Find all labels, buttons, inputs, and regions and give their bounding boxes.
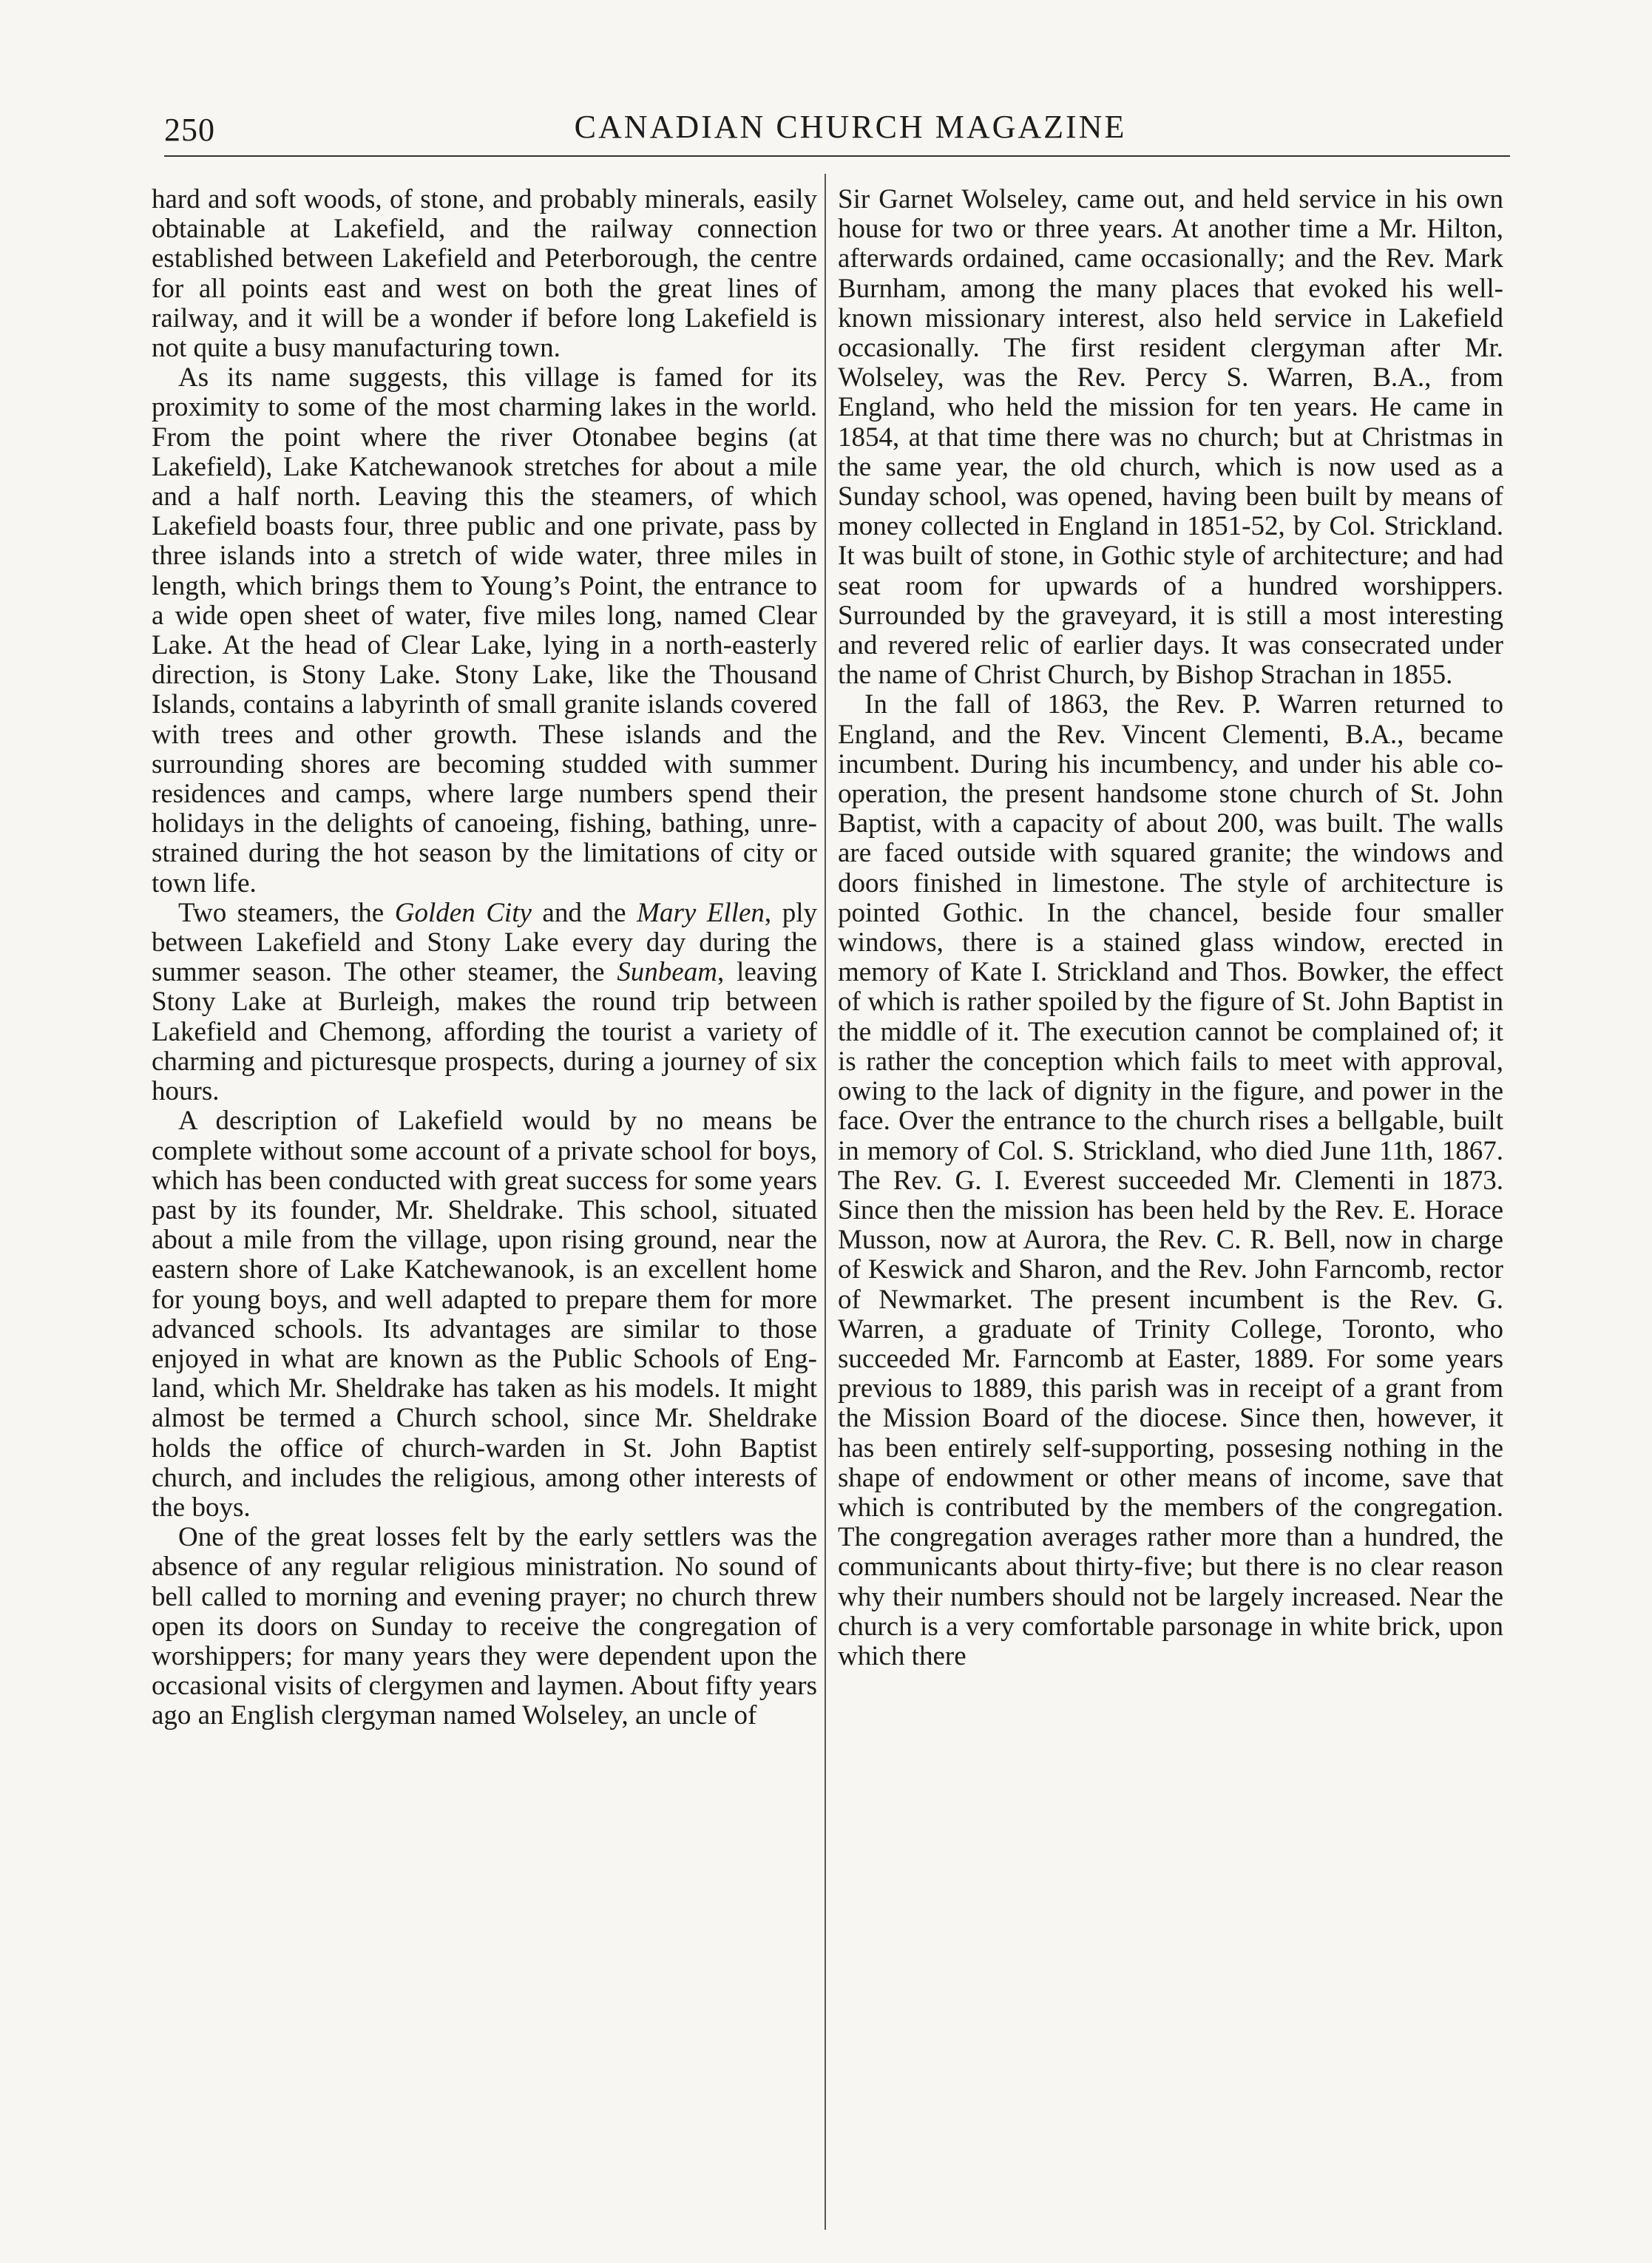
column-divider — [825, 174, 826, 2230]
steamer-name: Sunbeam — [617, 957, 717, 988]
paragraph: Sir Garnet Wolseley, came out, and held service in his own house for two or three years. At another time a Mr. Hilton, afterwards ordained, came occasionally; and the Rev. Mark Burnham, among the many places that evoked his well-known missionary interest, also held service in Lakefield occasionally. The first resident clergyman after Mr. Wolseley, was the Rev. Percy S. Warren, B.A., from England, who held the mission for ten years. He came in 1854, at that time there was no church; but at Christmas in the same year, the old church, which is now used as a Sunday school, was opened, having been built by means of money collected in England in 1851-52, by Col. Strickland. It was built of stone, in Gothic style of architecture; and had seat room for upwards of a hundred worshippers. Surrounded by the graveyard, it is still a most interesting and revered relic of earlier days. It was consecrated under the name of Christ Church, by Bishop Strachan in 1855. — [838, 184, 1503, 691]
page-number: 250 — [164, 112, 215, 148]
text-run: , ply between Lakefield and Stony Lake every day during the summer season. The other steamer, the — [152, 897, 817, 988]
paragraph: As its name suggests, this village is famed for its proximity to some of the most charming lakes in the world. From the point where the river Otonabee begins (at Lakefield), Lake Katchewanook stretches for about a mile and a half north. Leaving this the steamers, of which Lakefield boasts four, three public and one private, pass by three islands into a stretch of wide water, three miles in length, which brings them to Young’s Point, the entrance to a wide open sheet of water, five miles long, named Clear Lake. At the head of Clear Lake, lying in a north-easterly direction, is Stony Lake. Stony Lake, like the Thousand Islands, contains a labyrinth of small granite islands covered with trees and other growth. These islands and the surrounding shores are becoming studded with summer residences and camps, where large numbers spend their holidays in the delights of canoeing, fishing, bathing, unrestrained during the hot season by the limitations of city or town life. — [152, 362, 817, 899]
paragraph: hard and soft woods, of stone, and probably minerals, easily obtainable at Lakefield, and the railway connection established between Lakefield and Peterborough, the centre for all points east and west on both the great lines of railway, and it will be a wonder if before long Lakefield is not quite a busy manufacturing town. — [152, 184, 817, 364]
page-title: CANADIAN CHURCH MAGAZINE — [574, 109, 1127, 145]
header-rule — [164, 155, 1510, 157]
steamer-name: Mary Ellen — [637, 897, 765, 928]
steamer-name: Golden City — [394, 897, 532, 928]
left-column — [152, 185, 817, 1731]
text-run: , leaving Stony Lake at Burleigh, makes the round trip between Lakefield and Chemong, affording the tourist a variety of charming and picturesque prospects, during a journey of six hours. — [152, 957, 817, 1107]
paragraph: A description of Lakefield would by no means be complete without some account of a private school for boys, which has been conducted with great success for some years past by its founder, Mr. Sheldrake. This school, situated about a mile from the village, upon rising ground, near the eastern shore of Lake Katchewanook, is an excellent home for young boys, and well adapted to prepare them for more advanced schools. Its advantages are similar to those enjoyed in what are known as the Public Schools of England, which Mr. Sheldrake has taken as his models. It might almost be termed a Church school, since Mr. Sheldrake holds the office of church-warden in St. John Baptist church, and includes the religious, among other interests of the boys. — [152, 1106, 817, 1523]
text-run: and the — [531, 897, 637, 928]
paragraph: One of the great losses felt by the early settlers was the absence of any regular religious ministration. No sound of bell called to morning and evening prayer; no church threw open its doors on Sunday to receive the congregation of worshippers; for many years they were dependent upon the occasional visits of clergymen and laymen. About fifty years ago an English clergyman named Wolseley, an uncle of — [152, 1522, 817, 1731]
paragraph — [152, 899, 817, 1106]
right-column — [838, 185, 1503, 1671]
text-run: Two steamers, the — [178, 897, 395, 928]
paragraph: In the fall of 1863, the Rev. P. Warren returned to England, and the Rev. Vincent Clementi, B.A., became incumbent. During his incumbency, and under his able co-operation, the present handsome stone church of St. John Baptist, with a capacity of about 200, was built. The walls are faced outside with squared granite; the windows and doors finished in limestone. The style of architecture is pointed Gothic. In the chancel, beside four smaller windows, there is a stained glass window, erected in memory of Kate I. Strickland and Thos. Bowker, the effect of which is rather spoiled by the figure of St. John Baptist in the middle of it. The execution cannot be complained of; it is rather the conception which fails to meet with approval, owing to the lack of dignity in the figure, and power in the face. Over the entrance to the church rises a bellgable, built in memory of Col. S. Strickland, who died June 11th, 1867. The Rev. G. I. Everest succeeded Mr. Clementi in 1873. Since then the mission has been held by the Rev. E. Horace Musson, now at Aurora, the Rev. C. R. Bell, now in charge of Keswick and Sharon, and the Rev. John Farncomb, rector of Newmarket. The present incumbent is the Rev. G. Warren, a graduate of Trinity College, Toronto, who succeeded Mr. Farncomb at Easter, 1889. For some years previous to 1889, this parish was in receipt of a grant from the Mission Board of the diocese. Since then, however, it has been entirely self-supporting, possesing nothing in the shape of endowment or other means of income, save that which is contributed by the members of the congregation. The congregation averages rather more than a hundred, the communicants about thirty-five; but there is no clear reason why their numbers should not be largely increased. Near the church is a very comfortable parsonage in white brick, upon which there — [838, 689, 1503, 1671]
